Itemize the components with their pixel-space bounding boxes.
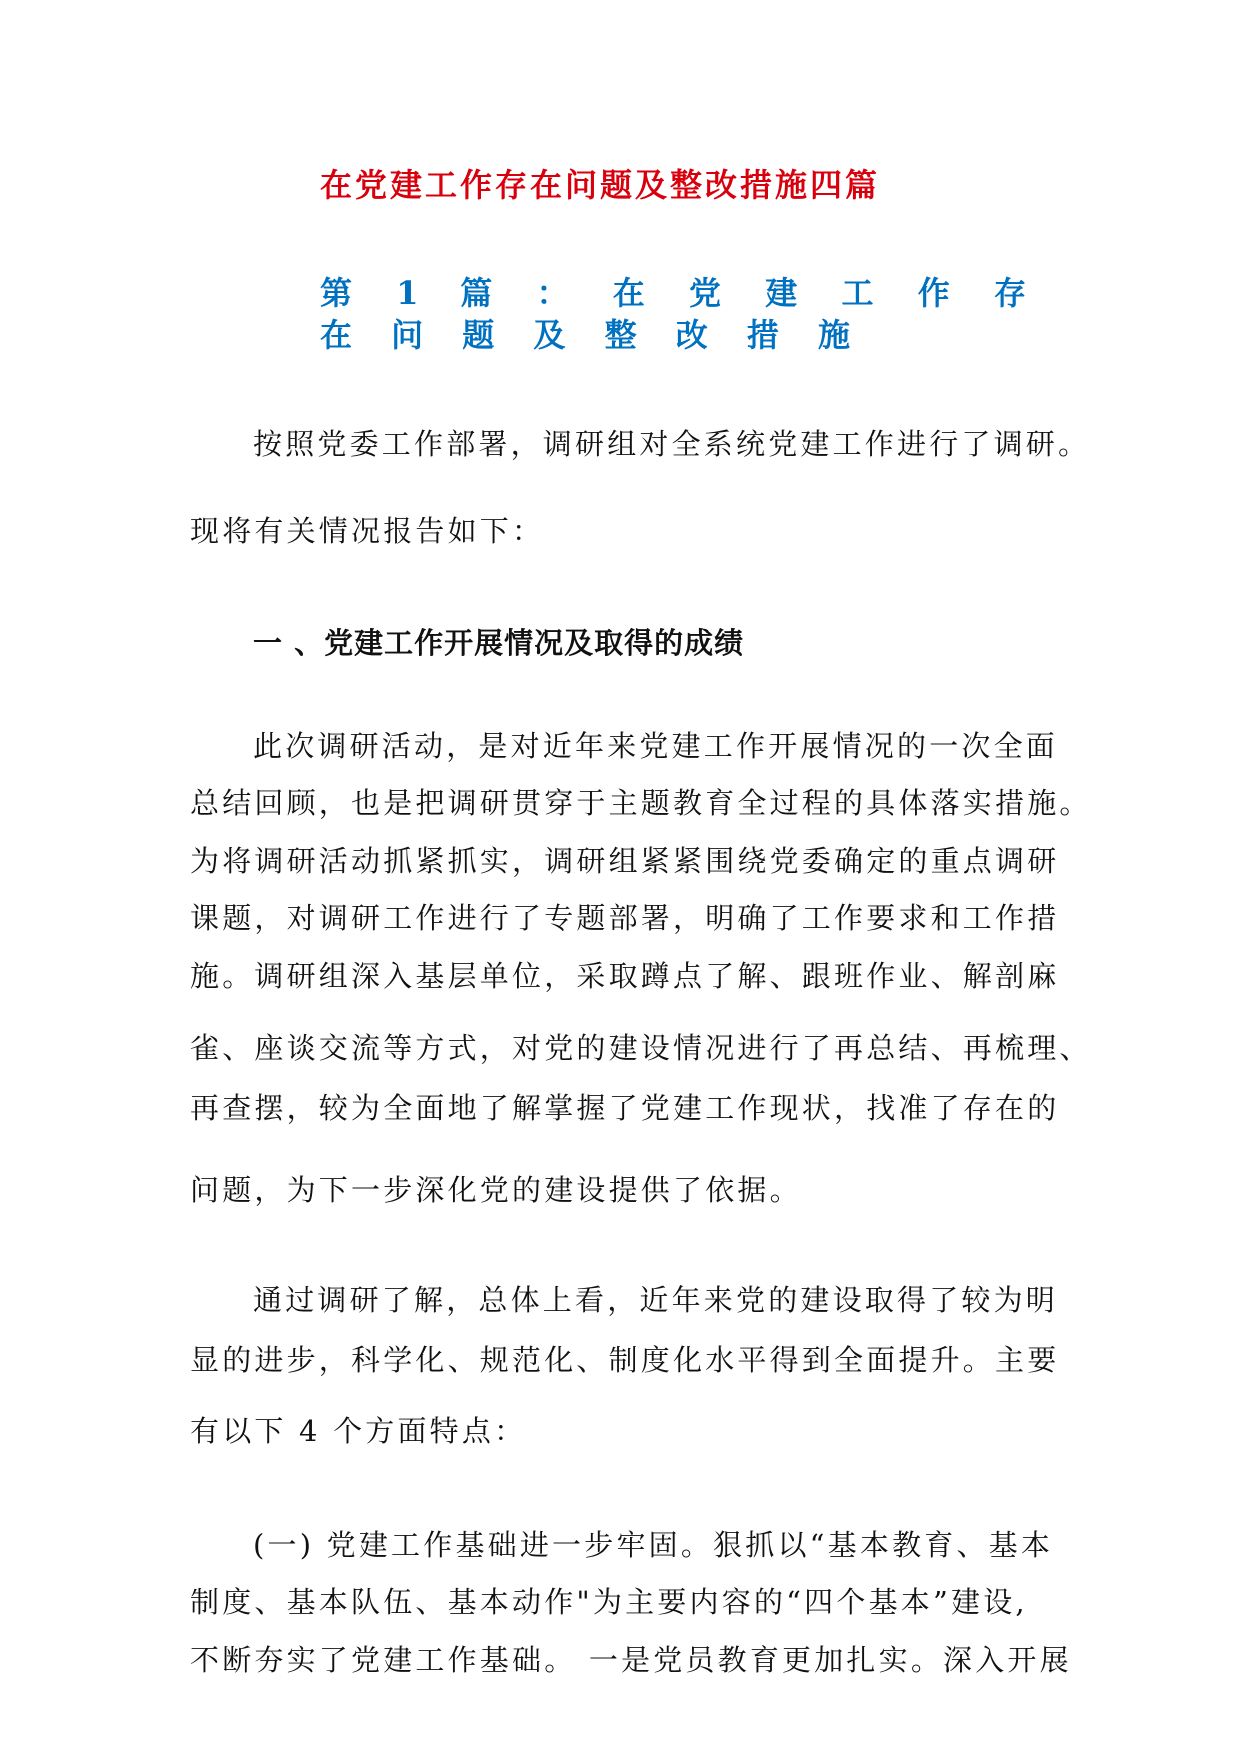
document-title: 在党建工作存在问题及整改措施四篇 <box>320 166 881 204</box>
paragraph-line: 显的进步，科学化、规范化、制度化水平得到全面提升。主要 <box>190 1343 1060 1377</box>
paragraph-line: 课题，对调研工作进行了专题部署，明确了工作要求和工作措 <box>190 901 1060 935</box>
paragraph-line: 通过调研了解，总体上看，近年来党的建设取得了较为明 <box>253 1283 1059 1317</box>
chapter-title: 第 1 篇 ： 在 党 建 工 作 存 在 问 题 及 整 改 措 施 <box>320 274 1040 354</box>
section-heading: 一 、党建工作开展情况及取得的成绩 <box>253 626 745 660</box>
paragraph-line: 问题，为下一步深化党的建设提供了依据。 <box>190 1173 802 1207</box>
paragraph-line: 总结回顾，也是把调研贯穿于主题教育全过程的具体落实措施。 <box>190 786 1092 820</box>
paragraph-line: 再查摆，较为全面地了解掌握了党建工作现状，找准了存在的 <box>190 1091 1060 1125</box>
paragraph-line: 制度、基本队伍、基本动作"为主要内容的“四个基本”建设, <box>190 1585 1028 1619</box>
paragraph-line: 按照党委工作部署，调研组对全系统党建工作进行了调研。 <box>253 427 1091 461</box>
paragraph-line: 有以下 4 个方面特点： <box>190 1414 527 1448</box>
paragraph-line: 不断夯实了党建工作基础。 一是党员教育更加扎实。深入开展 <box>190 1643 1072 1677</box>
paragraph-line: 现将有关情况报告如下： <box>190 514 545 548</box>
paragraph-line: 为将调研活动抓紧抓实，调研组紧紧围绕党委确定的重点调研 <box>190 844 1060 878</box>
paragraph-line: 施。调研组深入基层单位，采取蹲点了解、跟班作业、解剖麻 <box>190 959 1060 993</box>
paragraph-line: 此次调研活动，是对近年来党建工作开展情况的一次全面 <box>253 729 1059 763</box>
paragraph-line: 雀、座谈交流等方式，对党的建设情况进行了再总结、再梳理、 <box>190 1031 1092 1065</box>
paragraph-line: (一) 党建工作基础进一步牢固。狠抓以“基本教育、基本 <box>253 1528 1054 1562</box>
